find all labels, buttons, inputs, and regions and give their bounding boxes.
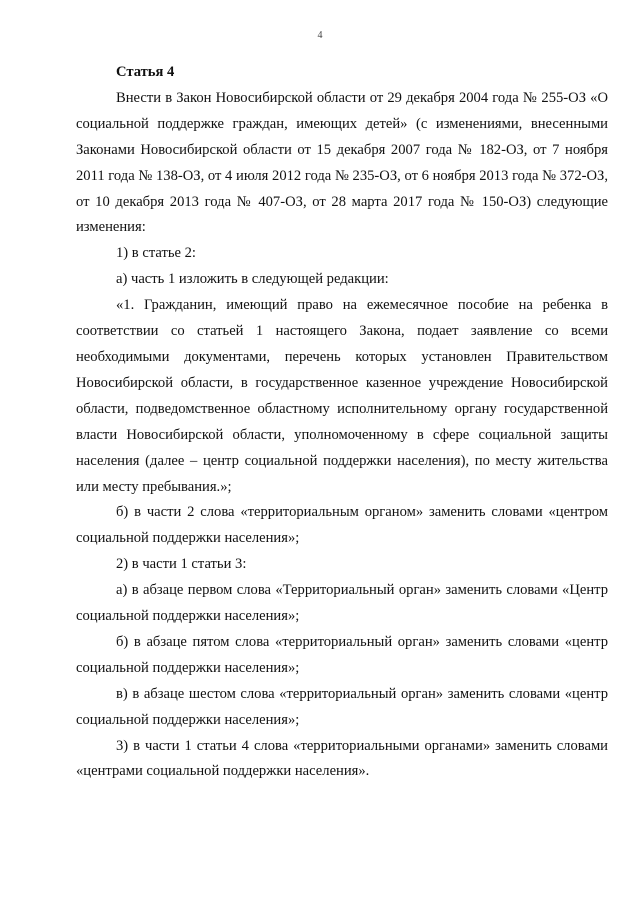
paragraph-item-2: 2) в части 1 статьи 3: (116, 556, 247, 573)
paragraph-item-1: 1) в статье 2: (116, 245, 196, 262)
document-body (76, 60, 608, 785)
paragraph-item-2b: б) в абзаце пятом слова «территориальный орган» заменить словами «центр социальной поддержки населения»; (76, 633, 608, 676)
paragraph-item-3: 3) в части 1 статьи 4 слова «территориальными органами» заменить словами «центрами социальной поддержки населения». (76, 737, 608, 780)
paragraph-item-2a: а) в абзаце первом слова «Территориальный орган» заменить словами «Центр социальной поддержки населения»; (76, 582, 608, 625)
article-heading: Статья 4 (116, 64, 175, 80)
paragraph-item-1b: б) в части 2 слова «территориальным органом» заменить словами «центром социальной поддержки населения»; (76, 504, 608, 547)
paragraph-item-2c: в) в абзаце шестом слова «территориальный орган» заменить словами «центр социальной поддержки населения»; (76, 685, 608, 728)
page-number: 4 (317, 30, 323, 41)
paragraph-intro: Внести в Закон Новосибирской области от 29 декабря 2004 года № 255-ОЗ «О социальной поддержке граждан, имеющих детей» (с изменениями, внесенными Законами Новосибирской области от 15 декабря 2007 года № 182-ОЗ, от 7 ноября 2011 года № 138-ОЗ, от 4 июля 2012 года № 235-ОЗ, от 6 ноября 2013 года № 372-ОЗ, от 10 декабря 2013 года № 407-ОЗ, от 28 марта 2017 года № 150-ОЗ) следующие изменения: (76, 89, 608, 236)
paragraph-item-1a: а) часть 1 изложить в следующей редакции: (116, 271, 389, 288)
paragraph-quoted-part-1: «1. Гражданин, имеющий право на ежемесячное пособие на ребенка в соответствии со статьей 1 настоящего Закона, подает заявление со всеми необходимыми документами, перечень которых установлен Правительством Новосибирской области, в государственное казенное учреждение Новосибирской области, подведомственное областному исполнительному органу государственной власти Новосибирской области, уполномоченному в сфере социальной защиты населения (далее – центр социальной поддержки населения), по месту жительства или месту пребывания.»; (76, 297, 608, 495)
